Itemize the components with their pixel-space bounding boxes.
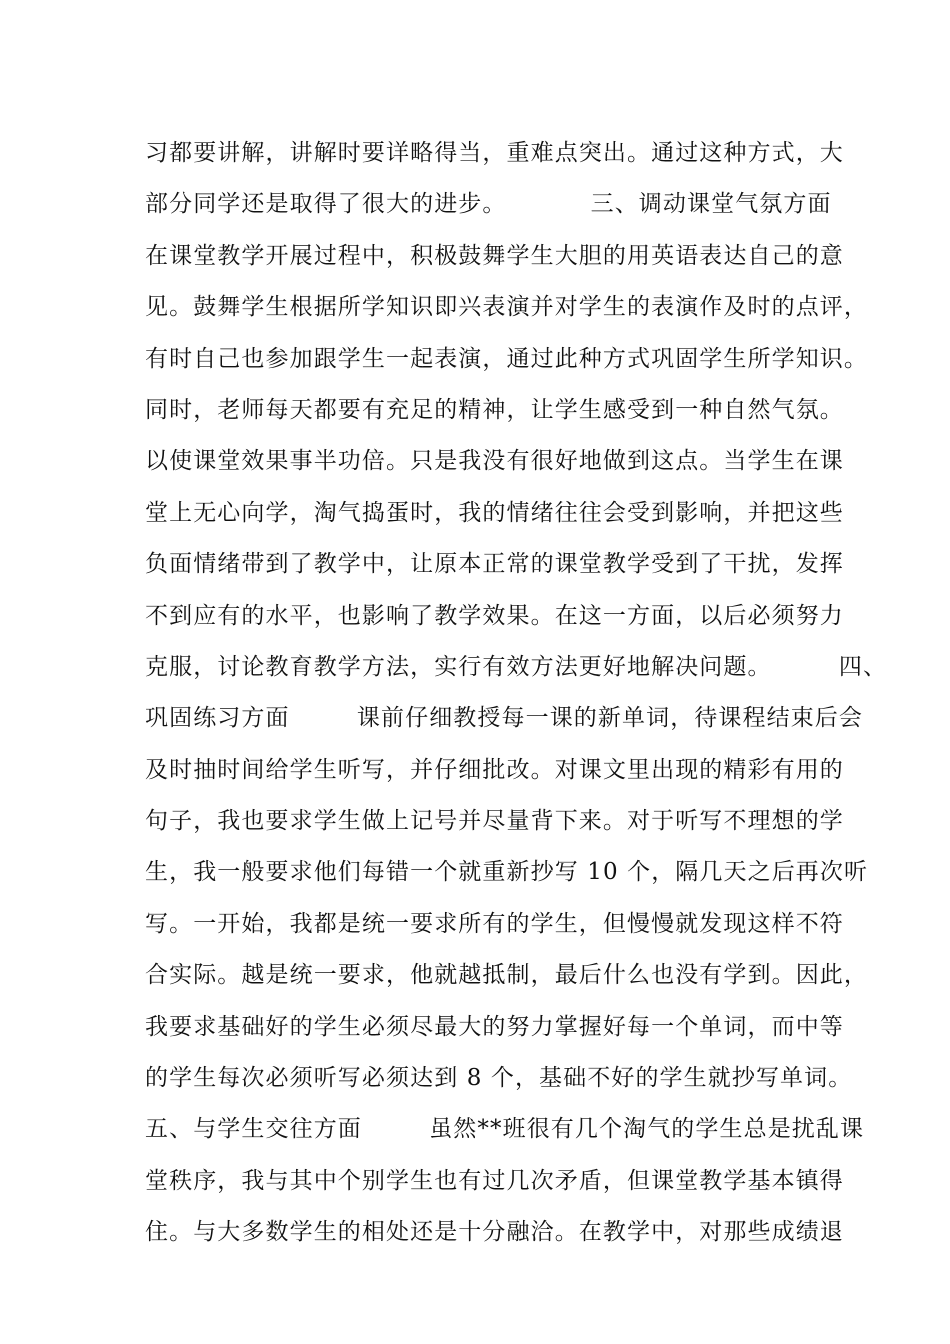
text-line: 以使课堂效果事半功倍。只是我没有很好地做到这点。当学生在课 [145, 448, 844, 475]
text-line: 住。与大多数学生的相处还是十分融洽。在教学中，对那些成绩退 [145, 1219, 844, 1246]
body-text [145, 128, 888, 1259]
text-line: 克服，讨论教育教学方法，实行有效方法更好地解决问题。 四、 [145, 653, 888, 680]
text-line: 不到应有的水平，也影响了教学效果。在这一方面，以后必须努力 [145, 602, 844, 629]
text-line: 负面情绪带到了教学中，让原本正常的课堂教学受到了干扰，发挥 [145, 551, 844, 578]
text-line: 部分同学还是取得了很大的进步。 三、调动课堂气氛方面 [145, 191, 832, 218]
text-line: 及时抽时间给学生听写，并仔细批改。对课文里出现的精彩有用的 [145, 756, 844, 783]
text-line: 见。鼓舞学生根据所学知识即兴表演并对学生的表演作及时的点评， [145, 294, 868, 321]
text-line: 巩固练习方面 课前仔细教授每一课的新单词，待课程结束后会 [145, 705, 863, 732]
text-line: 在课堂教学开展过程中，积极鼓舞学生大胆的用英语表达自己的意 [145, 242, 844, 269]
text-line: 生，我一般要求他们每错一个就重新抄写 10 个，隔几天之后再次听 [145, 859, 869, 886]
text-line: 的学生每次必须听写必须达到 8 个，基础不好的学生就抄写单词。 [145, 1065, 853, 1092]
text-line: 句子，我也要求学生做上记号并尽量背下来。对于听写不理想的学 [145, 808, 844, 835]
text-line: 同时，老师每天都要有充足的精神，让学生感受到一种自然气氛。 [145, 396, 844, 423]
text-line: 我要求基础好的学生必须尽最大的努力掌握好每一个单词，而中等 [145, 1013, 844, 1040]
text-line: 堂上无心向学，淘气捣蛋时，我的情绪往往会受到影响，并把这些 [145, 499, 844, 526]
text-line: 五、与学生交往方面 虽然**班很有几个淘气的学生总是扰乱课 [145, 1116, 865, 1143]
text-line: 有时自己也参加跟学生一起表演，通过此种方式巩固学生所学知识。 [145, 345, 868, 372]
text-line: 习都要讲解，讲解时要详略得当，重难点突出。通过这种方式，大 [145, 140, 844, 166]
text-line: 堂秩序，我与其中个别学生也有过几次矛盾，但课堂教学基本镇得 [145, 1167, 844, 1194]
text-line: 写。一开始，我都是统一要求所有的学生，但慢慢就发现这样不符 [145, 910, 844, 937]
text-line: 合实际。越是统一要求，他就越抵制，最后什么也没有学到。因此， [145, 962, 868, 989]
